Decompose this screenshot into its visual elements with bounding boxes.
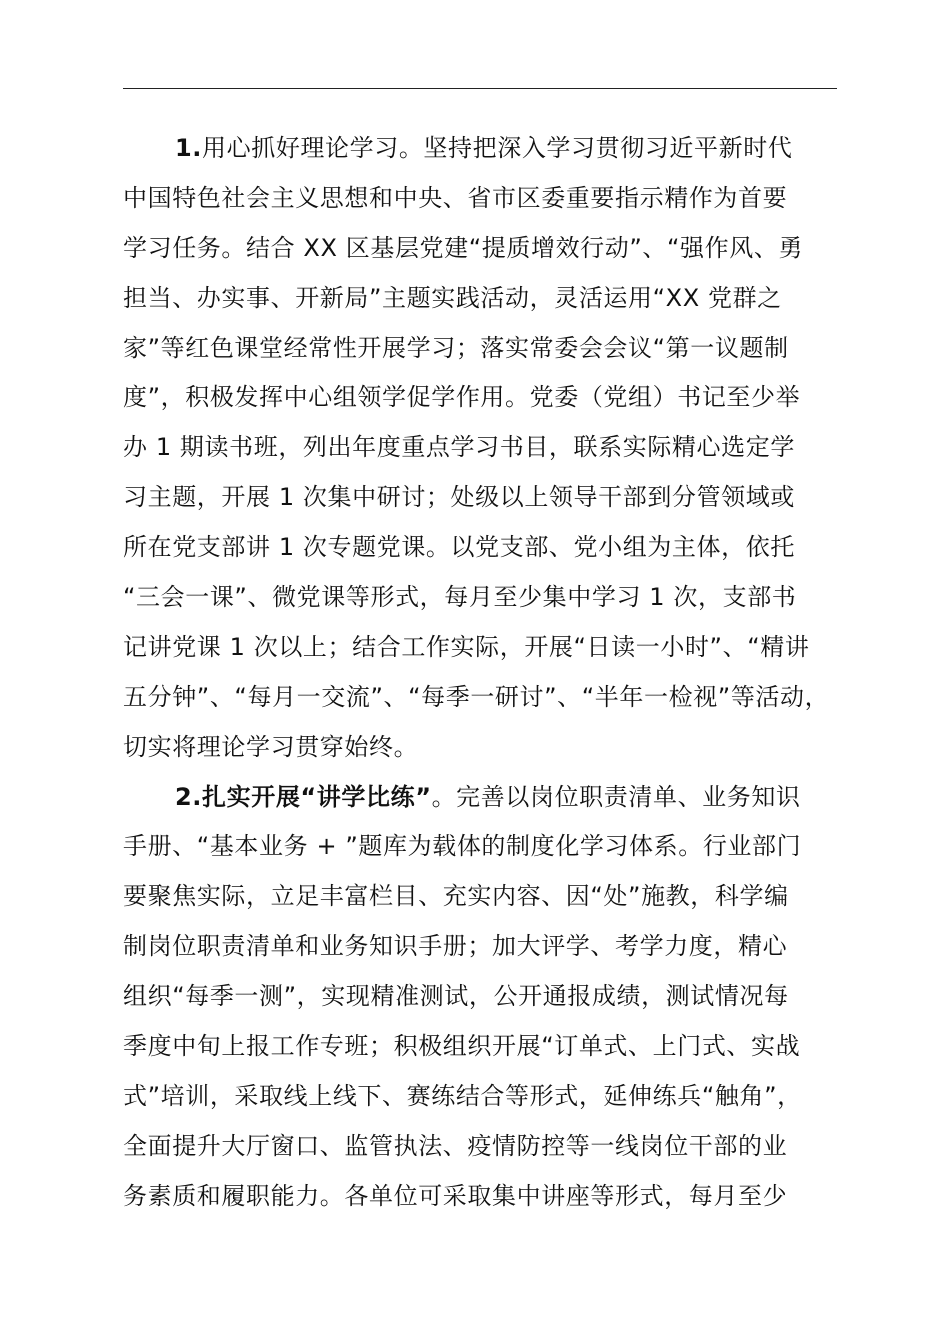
paragraph-2-line-5: 组织“每季一测”，实现精准测试，公开通报成绩，测试情况每 [123, 982, 789, 1011]
paragraph-1-line-13: 切实将理论学习贯穿始终。 [123, 732, 419, 761]
paragraph-2-line-4: 制岗位职责清单和业务知识手册；加大评学、考学力度，精心 [123, 932, 788, 961]
header-rule [123, 88, 837, 89]
paragraph-2-line-8: 全面提升大厅窗口、监管执法、疫情防控等一线岗位干部的业 [123, 1131, 788, 1160]
paragraph-1-lead: 1. [175, 134, 203, 162]
paragraph-1-line-7: 办 1 期读书班，列出年度重点学习书目，联系实际精心选定学 [123, 433, 795, 462]
paragraph-2-line-1: 2.扎实开展“讲学比练”。完善以岗位职责清单、业务知识 [175, 782, 801, 811]
paragraph-2-line-7: 式”培训，采取线上线下、赛练结合等形式，延伸练兵“触角”， [123, 1081, 802, 1110]
paragraph-2-line-6: 季度中旬上报工作专班；积极组织开展“订单式、上门式、实战 [123, 1032, 801, 1061]
body-text [123, 124, 837, 1222]
paragraph-2-line-3: 要聚焦实际，立足丰富栏目、充实内容、因“处”施教，科学编 [123, 882, 789, 911]
paragraph-1-line-11: 记讲党课 1 次以上；结合工作实际，开展“日读一小时”、“精讲 [123, 632, 810, 661]
paragraph-1-line-12: 五分钟”、“每月一交流”、“每季一研讨”、“半年一检视”等活动， [123, 682, 830, 711]
paragraph-1-line-8: 习主题，开展 1 次集中研讨；处级以上领导干部到分管领域或 [123, 483, 795, 512]
paragraph-1-line-3: 学习任务。结合 XX 区基层党建“提质增效行动”、“强作风、勇 [123, 233, 804, 262]
paragraph-2-line-9: 务素质和履职能力。各单位可采取集中讲座等形式，每月至少 [123, 1181, 788, 1210]
paragraph-1-line-6: 度”，积极发挥中心组领学促学作用。党委（党组）书记至少举 [123, 383, 801, 412]
paragraph-1-line-2: 中国特色社会主义思想和中央、省市区委重要指示精作为首要 [123, 183, 788, 212]
paragraph-1-line-10: “三会一课”、微党课等形式，每月至少集中学习 1 次，支部书 [123, 583, 797, 612]
paragraph-1-line-1: 1.用心抓好理论学习。坚持把深入学习贯彻习近平新时代 [175, 134, 793, 162]
paragraph-2-lead: 2.扎实开展“讲学比练” [175, 782, 432, 811]
paragraph-1-line-9: 所在党支部讲 1 次专题党课。以党支部、党小组为主体，依托 [123, 533, 795, 562]
paragraph-1-line-5: 家”等红色课堂经常性开展学习；落实常委会会议“第一议题制 [123, 333, 789, 362]
paragraph-2-line-2: 手册、“基本业务 + ”题库为载体的制度化学习体系。行业部门 [123, 832, 802, 861]
paragraph-1-line-4: 担当、办实事、开新局”主题实践活动，灵活运用“XX 党群之 [123, 283, 782, 312]
